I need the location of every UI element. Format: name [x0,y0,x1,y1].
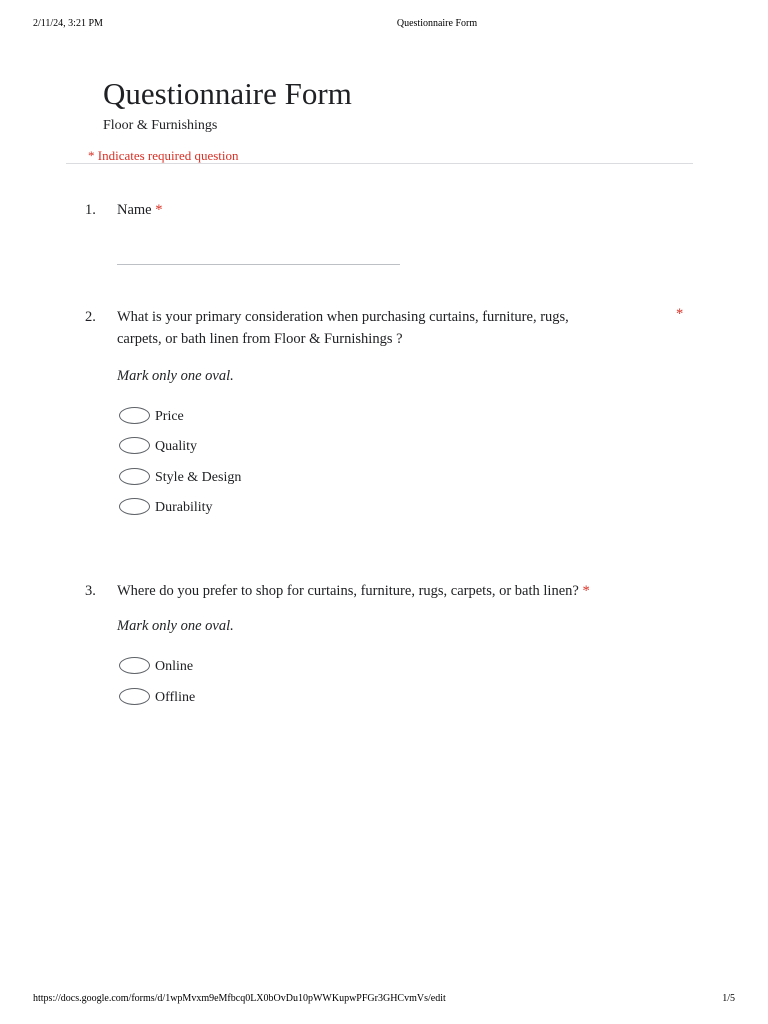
header-divider [66,163,693,164]
print-header [0,18,768,32]
radio-oval[interactable] [119,688,150,705]
question-2-line-2: carpets, or bath linen from Floor & Furnishings ? [117,331,403,347]
option-label: Price [155,409,184,424]
radio-oval[interactable] [119,437,150,454]
question-1-number: 1. [85,202,96,218]
question-3-text [117,580,590,602]
option-label: Style & Design [155,470,242,485]
question-2-line-1: What is your primary consideration when purchasing curtains, furniture, rugs, [117,309,569,325]
print-page-number: 1/5 [722,993,735,1004]
print-url: https://docs.google.com/forms/d/1wpMvxm9eMfbcq0LX0bOvDu10pWWKupwPFGr3GHCvmVs/edit [33,993,446,1004]
print-footer [0,993,768,1007]
radio-oval[interactable] [119,468,150,485]
required-asterisk: * [582,583,590,599]
question-2-instruction: Mark only one oval. [117,368,234,384]
form-subtitle: Floor & Furnishings [103,118,218,133]
print-datetime: 2/11/24, 3:21 PM [33,18,103,29]
required-asterisk: * [155,202,163,218]
radio-oval[interactable] [119,407,150,424]
question-2-text [117,306,569,350]
question-1-label: Name [117,202,152,218]
name-answer-field[interactable] [117,264,400,265]
option-label: Durability [155,500,213,515]
question-3-instruction: Mark only one oval. [117,618,234,634]
print-page-title: Questionnaire Form [396,18,478,29]
question-3-number: 3. [85,583,96,599]
question-3-label: Where do you prefer to shop for curtains, furniture, rugs, carpets, or bath linen? [117,583,579,599]
radio-oval[interactable] [119,498,150,515]
required-note: * Indicates required question [88,148,239,163]
question-1-text [117,199,163,221]
required-asterisk: * [676,306,684,322]
form-title: Questionnaire Form [103,76,352,111]
option-label: Quality [155,439,197,454]
option-label: Online [155,659,194,674]
question-2-number: 2. [85,309,96,325]
option-label: Offline [155,690,196,705]
radio-oval[interactable] [119,657,150,674]
